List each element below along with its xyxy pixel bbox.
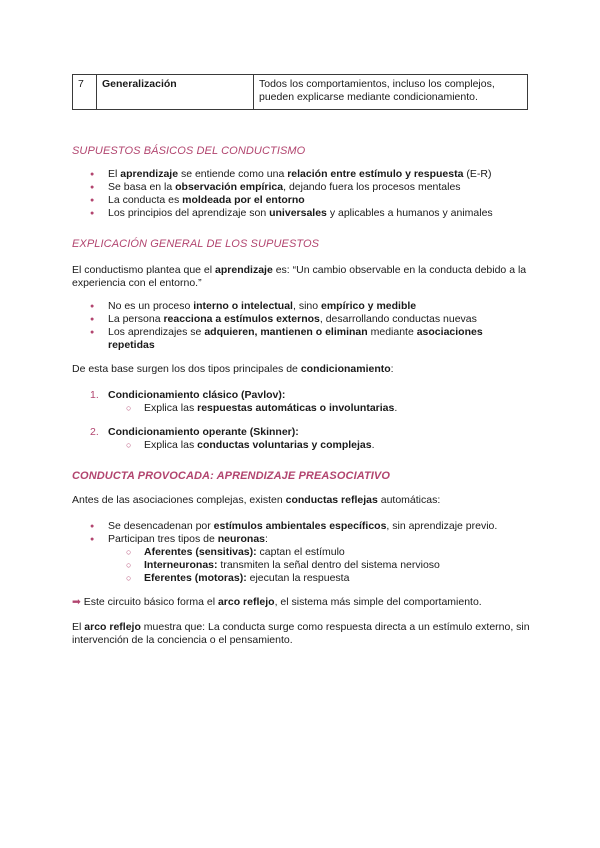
neuronas-sub-list [108, 546, 532, 585]
list-item: ● La persona reacciona a estímulos externos, desarrollando conductas nuevas [72, 313, 532, 326]
list-item: ● Se basa en la observación empírica, dejando fuera los procesos mentales [72, 181, 532, 194]
sub-list-item: ○ Eferentes (motoras): ejecutan la respuesta [108, 572, 532, 585]
item-number: 1. [90, 389, 99, 401]
list-item: ● Participan tres tipos de neuronas: ○ Aferentes (sensitivas): captan el estímulo ○ Interneuronas: transmiten la señal dentro del sistema nervioso ○ Eferentes (motoras): ejecutan la respuesta [72, 533, 532, 585]
sub-list [108, 402, 532, 415]
list-item: ● La conducta es moldeada por el entorno [72, 194, 532, 207]
section-heading-supuestos: SUPUESTOS BÁSICOS DEL CONDUCTISMO [72, 145, 306, 157]
row-description: Todos los comportamientos, incluso los complejos, pueden explicarse mediante condicionamiento. [254, 75, 528, 110]
list-item: ● No es un proceso interno o intelectual, sino empírico y medible [72, 300, 532, 313]
section-heading-explicacion: EXPLICACIÓN GENERAL DE LOS SUPUESTOS [72, 238, 320, 250]
explicacion-list [72, 300, 532, 352]
reflejas-list [72, 520, 532, 585]
row-concept: Generalización [97, 75, 254, 110]
arco-reflejo-closing: El arco reflejo muestra que: La conducta surge como respuesta directa a un estímulo externo, sin intervención de la conciencia o el pensamiento. [72, 621, 530, 646]
list-item: ● El aprendizaje se entiende como una relación entre estímulo y respuesta (E-R) [72, 168, 532, 181]
numbered-item-clasico [72, 389, 532, 415]
item-number: 2. [90, 426, 99, 438]
section-heading-conducta-provocada: CONDUCTA PROVOCADA: APRENDIZAJE PREASOCIATIVO [72, 470, 391, 482]
supuestos-list [72, 168, 532, 220]
explicacion-intro: El conductismo plantea que el aprendizaje es: “Un cambio observable en la conducta debido a la experiencia con el entorno.” [72, 264, 527, 289]
table-row [73, 75, 528, 110]
reflejas-intro: Antes de las asociaciones complejas, existen conductas reflejas automáticas: [72, 494, 441, 506]
numbered-item-operante [72, 426, 532, 452]
sub-list-item: ○ Aferentes (sensitivas): captan el estímulo [108, 546, 532, 559]
list-item: ● Los principios del aprendizaje son universales y aplicables a humanos y animales [72, 207, 532, 220]
sub-list-item: ○ Interneuronas: transmiten la señal dentro del sistema nervioso [108, 559, 532, 572]
arco-reflejo-note: ➡ Este circuito básico forma el arco reflejo, el sistema más simple del comportamiento. [72, 596, 482, 608]
condicionamiento-intro: De esta base surgen los dos tipos principales de condicionamiento: [72, 363, 394, 375]
arrow-right-icon: ➡ [72, 596, 81, 608]
list-item: ● Los aprendizajes se adquieren, mantienen o eliminan mediante asociaciones repetidas [72, 326, 532, 352]
item-label: Condicionamiento clásico (Pavlov): [108, 389, 286, 401]
generalization-table [72, 74, 528, 110]
row-number: 7 [73, 75, 97, 110]
sub-list [108, 439, 532, 452]
item-label: Condicionamiento operante (Skinner): [108, 426, 299, 438]
list-item: ● Se desencadenan por estímulos ambientales específicos, sin aprendizaje previo. [72, 520, 532, 533]
sub-list-item: ○ Explica las conductas voluntarias y complejas. [108, 439, 532, 452]
sub-list-item: ○ Explica las respuestas automáticas o involuntarias. [108, 402, 532, 415]
